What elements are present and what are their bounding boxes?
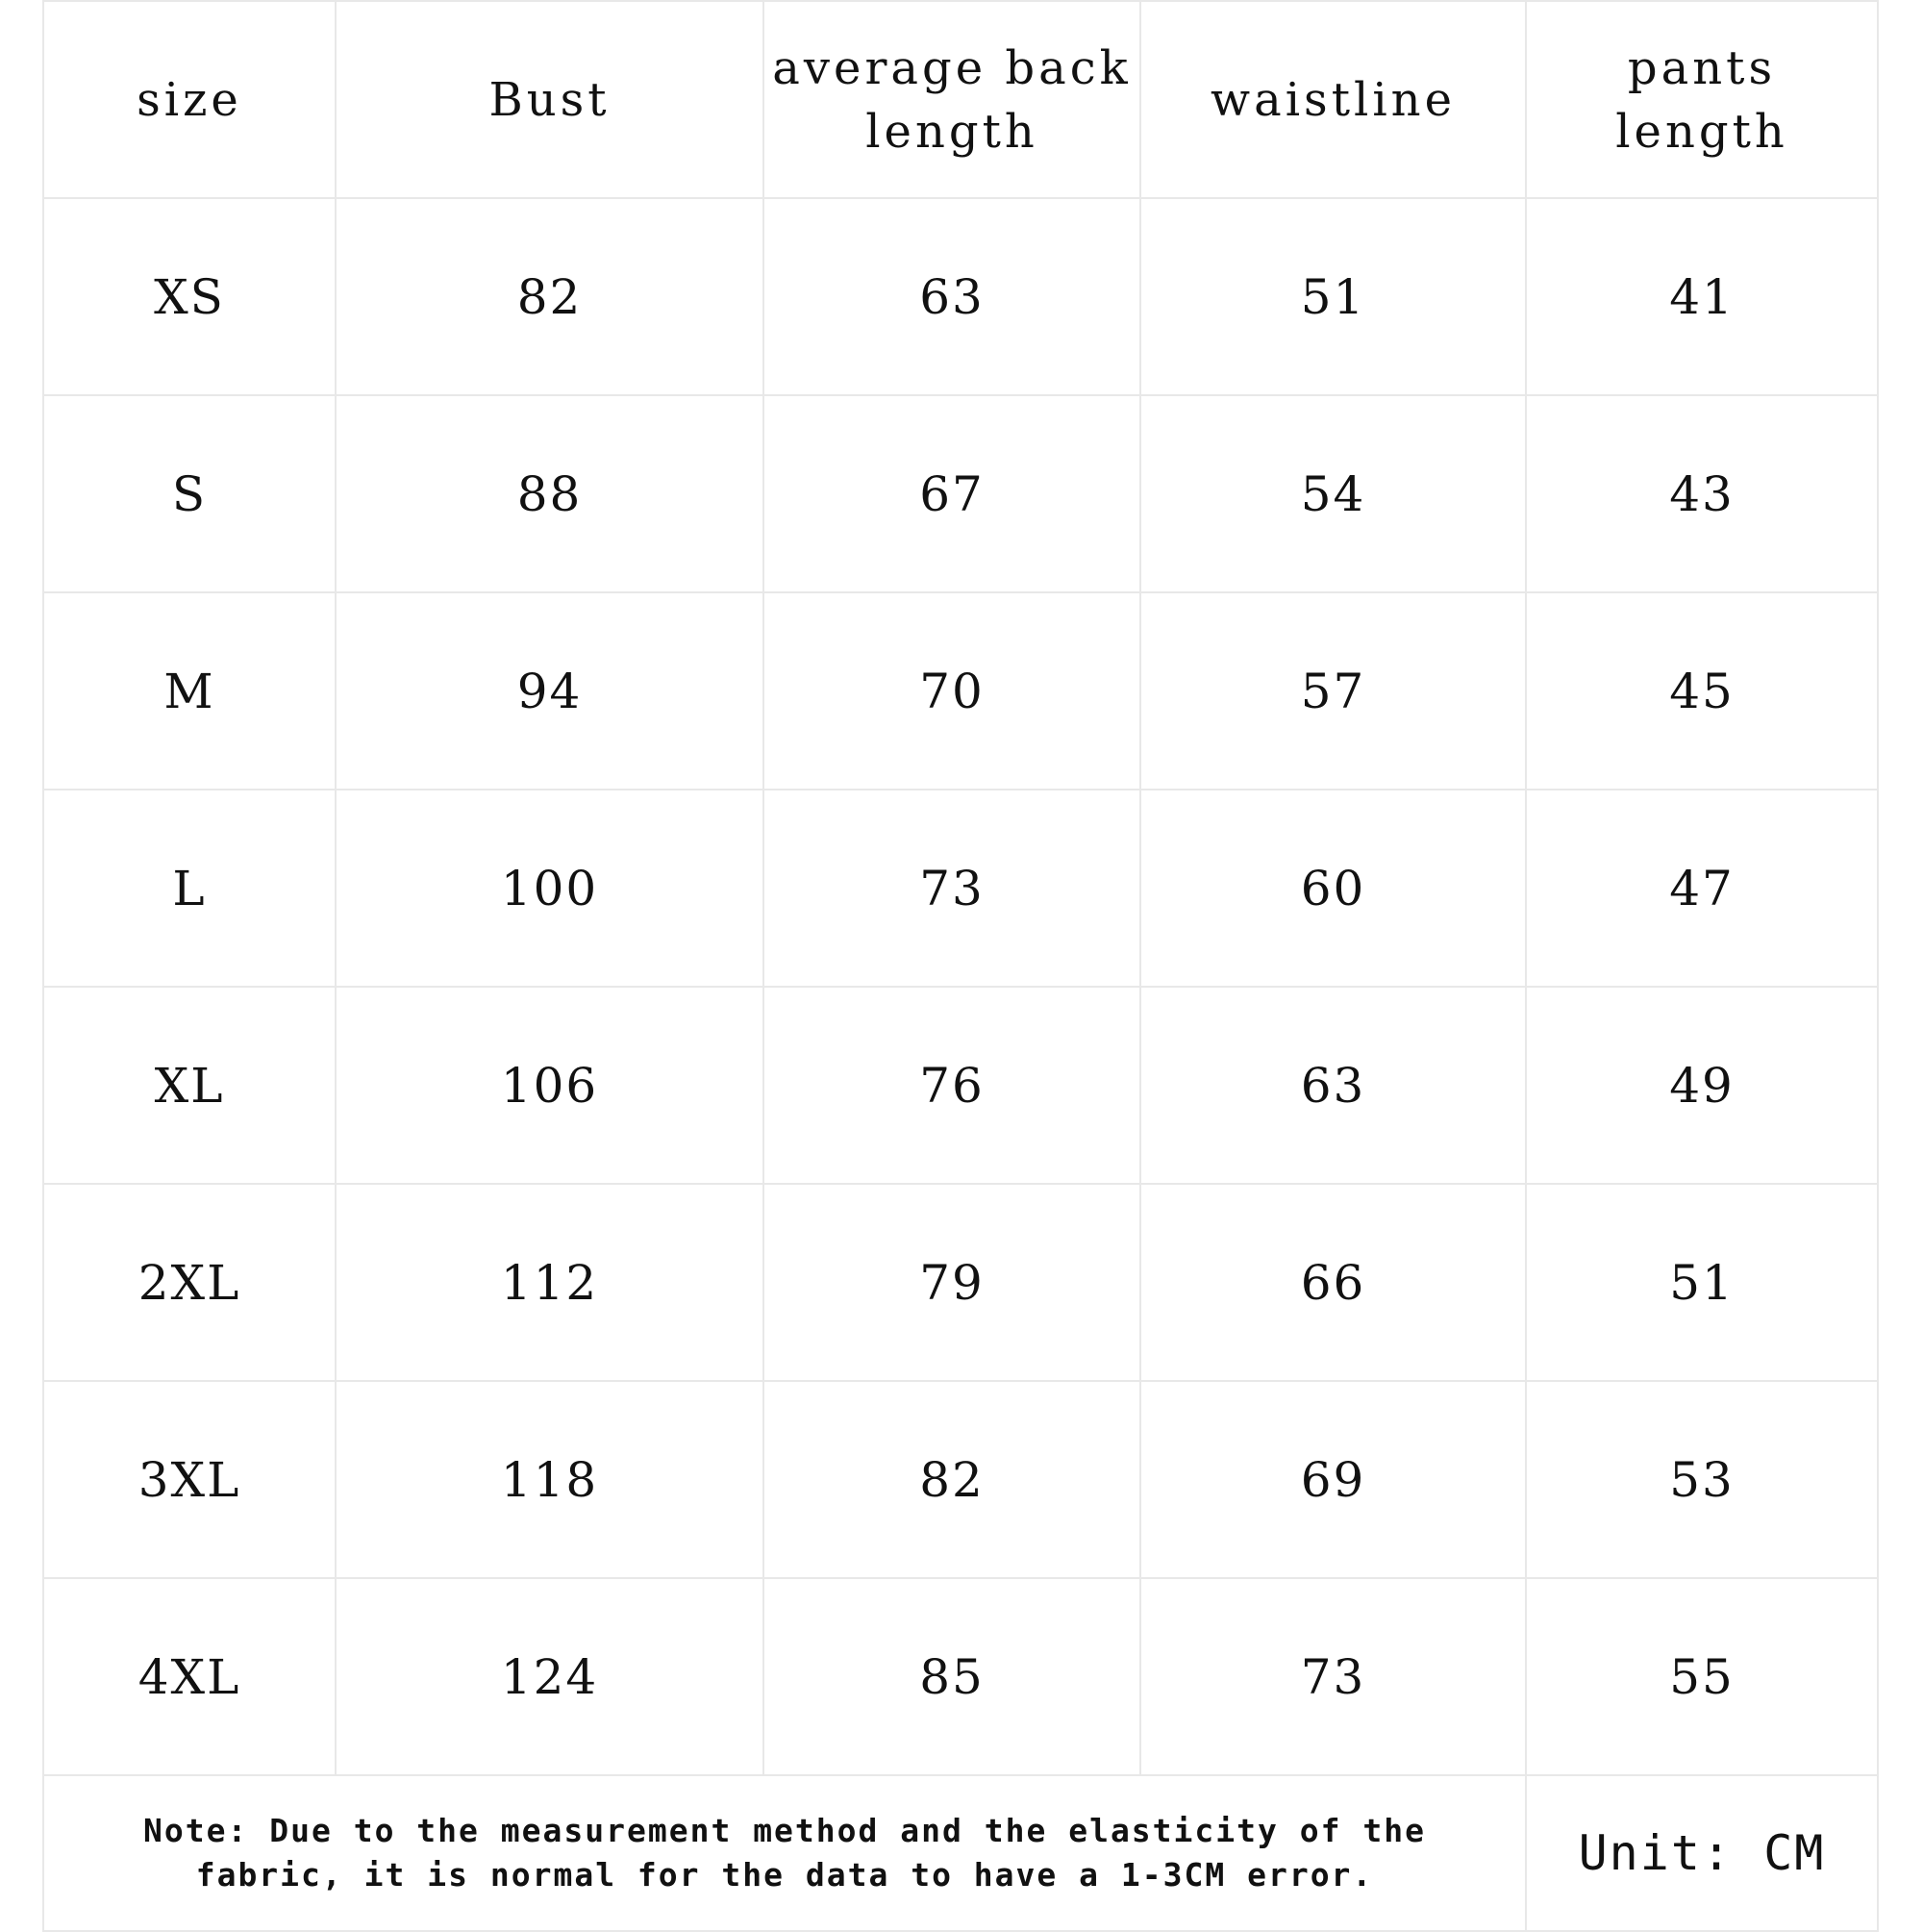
table-row [43,987,1878,1184]
header-pants-length-line1: pants [1627,40,1777,95]
measurement-note [43,1775,1526,1931]
table-row [43,1578,1878,1775]
cell-size: 4XL [43,1578,336,1775]
table-row [43,395,1878,592]
header-pants-length-line2: length [1615,104,1788,159]
cell-bust: 94 [336,592,763,790]
cell-size: XS [43,198,336,395]
cell-bust: 124 [336,1578,763,1775]
unit-label: Unit: CM [1526,1775,1878,1931]
cell-pants-length: 47 [1526,790,1878,987]
table-row [43,1184,1878,1381]
cell-waistline: 51 [1140,198,1526,395]
cell-size: 3XL [43,1381,336,1578]
cell-pants-length: 43 [1526,395,1878,592]
cell-waistline: 54 [1140,395,1526,592]
cell-pants-length: 45 [1526,592,1878,790]
cell-pants-length: 51 [1526,1184,1878,1381]
measurement-note-line1: Note: Due to the measurement method and the elasticity of the [143,1812,1426,1849]
cell-average-back-length: 63 [763,198,1140,395]
cell-average-back-length: 79 [763,1184,1140,1381]
cell-average-back-length: 76 [763,987,1140,1184]
cell-waistline: 69 [1140,1381,1526,1578]
cell-size: XL [43,987,336,1184]
cell-bust: 82 [336,198,763,395]
cell-waistline: 63 [1140,987,1526,1184]
size-chart-table [42,0,1879,1932]
header-size [43,1,336,198]
cell-bust: 112 [336,1184,763,1381]
cell-pants-length: 49 [1526,987,1878,1184]
cell-waistline: 60 [1140,790,1526,987]
table-row [43,1381,1878,1578]
cell-size: L [43,790,336,987]
header-size-label: size [137,72,242,127]
header-waistline [1140,1,1526,198]
header-average-back-length [763,1,1140,198]
footer-row [43,1775,1878,1931]
table-row [43,790,1878,987]
cell-pants-length: 53 [1526,1381,1878,1578]
cell-bust: 118 [336,1381,763,1578]
cell-average-back-length: 82 [763,1381,1140,1578]
header-average-back-length-line2: length [865,104,1038,159]
cell-bust: 88 [336,395,763,592]
header-waistline-label: waistline [1211,72,1456,127]
measurement-note-line2: fabric, it is normal for the data to have a 1-3CM error. [195,1856,1374,1894]
cell-pants-length: 41 [1526,198,1878,395]
cell-average-back-length: 85 [763,1578,1140,1775]
cell-average-back-length: 70 [763,592,1140,790]
header-bust-label: Bust [488,72,611,127]
cell-average-back-length: 73 [763,790,1140,987]
header-pants-length [1526,1,1878,198]
cell-size: 2XL [43,1184,336,1381]
cell-size: S [43,395,336,592]
table-row [43,592,1878,790]
cell-waistline: 57 [1140,592,1526,790]
cell-pants-length: 55 [1526,1578,1878,1775]
cell-bust: 106 [336,987,763,1184]
header-bust [336,1,763,198]
table-row [43,198,1878,395]
cell-waistline: 66 [1140,1184,1526,1381]
cell-size: M [43,592,336,790]
header-average-back-length-line1: average back [772,40,1132,95]
cell-bust: 100 [336,790,763,987]
cell-waistline: 73 [1140,1578,1526,1775]
table-header-row [43,1,1878,198]
cell-average-back-length: 67 [763,395,1140,592]
